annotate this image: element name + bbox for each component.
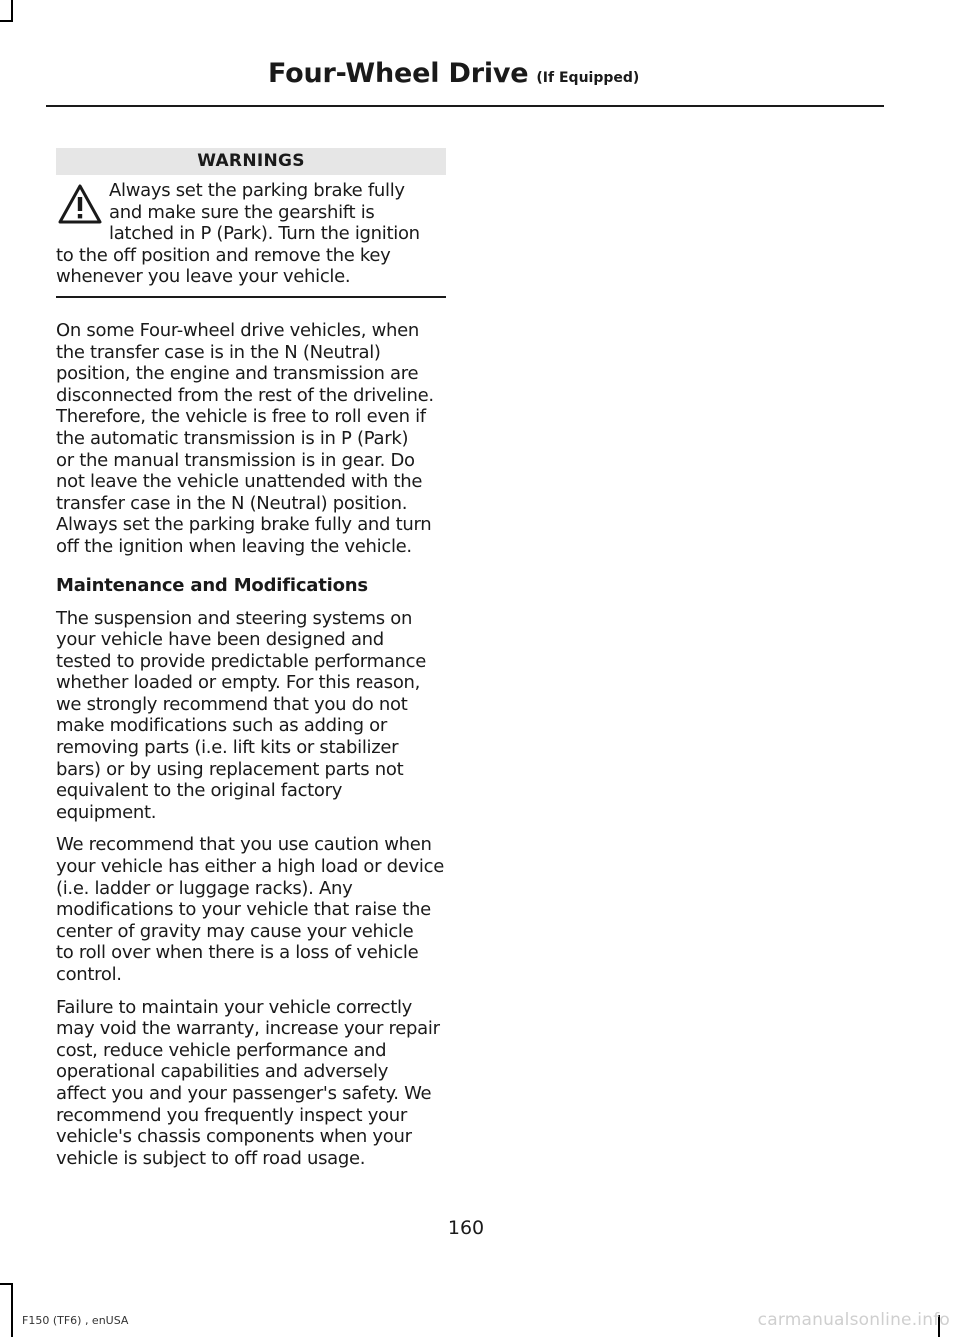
- text-line: whether loaded or empty. For this reason,: [56, 672, 421, 694]
- text-line: We recommend that you use caution when: [56, 834, 432, 856]
- text-line: we strongly recommend that you do not: [56, 693, 408, 715]
- text-line: to roll over when there is a loss of vehicle: [56, 942, 419, 964]
- maintenance-paragraph: [56, 997, 446, 1170]
- crop-mark-top-left-h: [0, 20, 13, 22]
- text-line: Therefore, the vehicle is free to roll even if: [56, 406, 426, 428]
- crop-mark-bottom-left-h: [0, 1283, 13, 1285]
- warnings-heading: WARNINGS: [56, 148, 446, 175]
- text-line: control.: [56, 964, 122, 985]
- warning-block: [56, 180, 446, 298]
- suspension-paragraph: [56, 608, 446, 824]
- chapter-subtitle: (If Equipped): [536, 70, 640, 86]
- text-line: affect you and your passenger's safety. We: [56, 1082, 432, 1104]
- watermark: carmanualsonline.info: [757, 1310, 950, 1330]
- text-line: tested to provide predictable performance: [56, 650, 427, 672]
- text-line: the transfer case is in the N (Neutral): [56, 341, 381, 363]
- text-line: recommend you frequently inspect your: [56, 1104, 407, 1126]
- main-column: [56, 148, 446, 1169]
- text-line: operational capabilities and adversely: [56, 1061, 389, 1083]
- warning-triangle-icon: [58, 184, 102, 224]
- footer-model-code: F150 (TF6) , enUSA: [22, 1314, 129, 1327]
- warning-line: latched in P (Park). Turn the ignition: [109, 223, 420, 245]
- header-rule: [46, 105, 884, 107]
- caution-paragraph: [56, 834, 446, 985]
- chapter-title: Four-Wheel Drive: [268, 58, 529, 89]
- running-header: [268, 58, 639, 89]
- crop-mark-bottom-left-v: [11, 1283, 13, 1337]
- text-line: The suspension and steering systems on: [56, 607, 413, 629]
- text-line: center of gravity may cause your vehicle: [56, 920, 414, 942]
- text-line: not leave the vehicle unattended with the: [56, 471, 423, 493]
- section-heading: Maintenance and Modifications: [56, 574, 368, 596]
- text-line: make modifications such as adding or: [56, 715, 387, 737]
- page-number: 160: [447, 1217, 485, 1239]
- text-line: cost, reduce vehicle performance and: [56, 1039, 387, 1061]
- warning-line: to the off position and remove the key: [56, 244, 391, 266]
- text-line: equipment.: [56, 801, 157, 823]
- warning-line: whenever you leave your vehicle.: [56, 266, 351, 288]
- warning-text: [56, 180, 446, 288]
- text-line: your vehicle have been designed and: [56, 629, 384, 651]
- text-line: Always set the parking brake fully and turn: [56, 514, 432, 536]
- text-line: removing parts (i.e. lift kits or stabilizer: [56, 737, 399, 759]
- text-line: or the manual transmission is in gear. Do: [56, 449, 415, 471]
- text-line: (i.e. ladder or luggage racks). Any: [56, 877, 353, 899]
- text-line: your vehicle has either a high load or device: [56, 856, 444, 878]
- text-line: On some Four-wheel drive vehicles, when: [56, 319, 420, 341]
- crop-mark-top-left-v: [11, 0, 13, 22]
- neutral-paragraph: [56, 320, 446, 558]
- text-line: modifications to your vehicle that raise the: [56, 899, 431, 921]
- text-line: bars) or by using replacement parts not: [56, 758, 404, 780]
- text-line: Failure to maintain your vehicle correctly: [56, 996, 413, 1018]
- text-line: disconnected from the rest of the driveline.: [56, 384, 434, 406]
- text-line: may void the warranty, increase your repair: [56, 1018, 440, 1040]
- text-line: off the ignition when leaving the vehicle.: [56, 535, 412, 557]
- text-line: vehicle is subject to off road usage.: [56, 1147, 366, 1169]
- warning-line: Always set the parking brake fully: [109, 180, 405, 201]
- warning-rule: [56, 296, 446, 298]
- text-line: equivalent to the original factory: [56, 780, 343, 802]
- warning-line: and make sure the gearshift is: [109, 201, 375, 223]
- text-line: the automatic transmission is in P (Park): [56, 427, 409, 449]
- text-line: transfer case in the N (Neutral) position.: [56, 492, 408, 514]
- text-line: vehicle's chassis components when your: [56, 1126, 412, 1148]
- text-line: position, the engine and transmission are: [56, 363, 419, 385]
